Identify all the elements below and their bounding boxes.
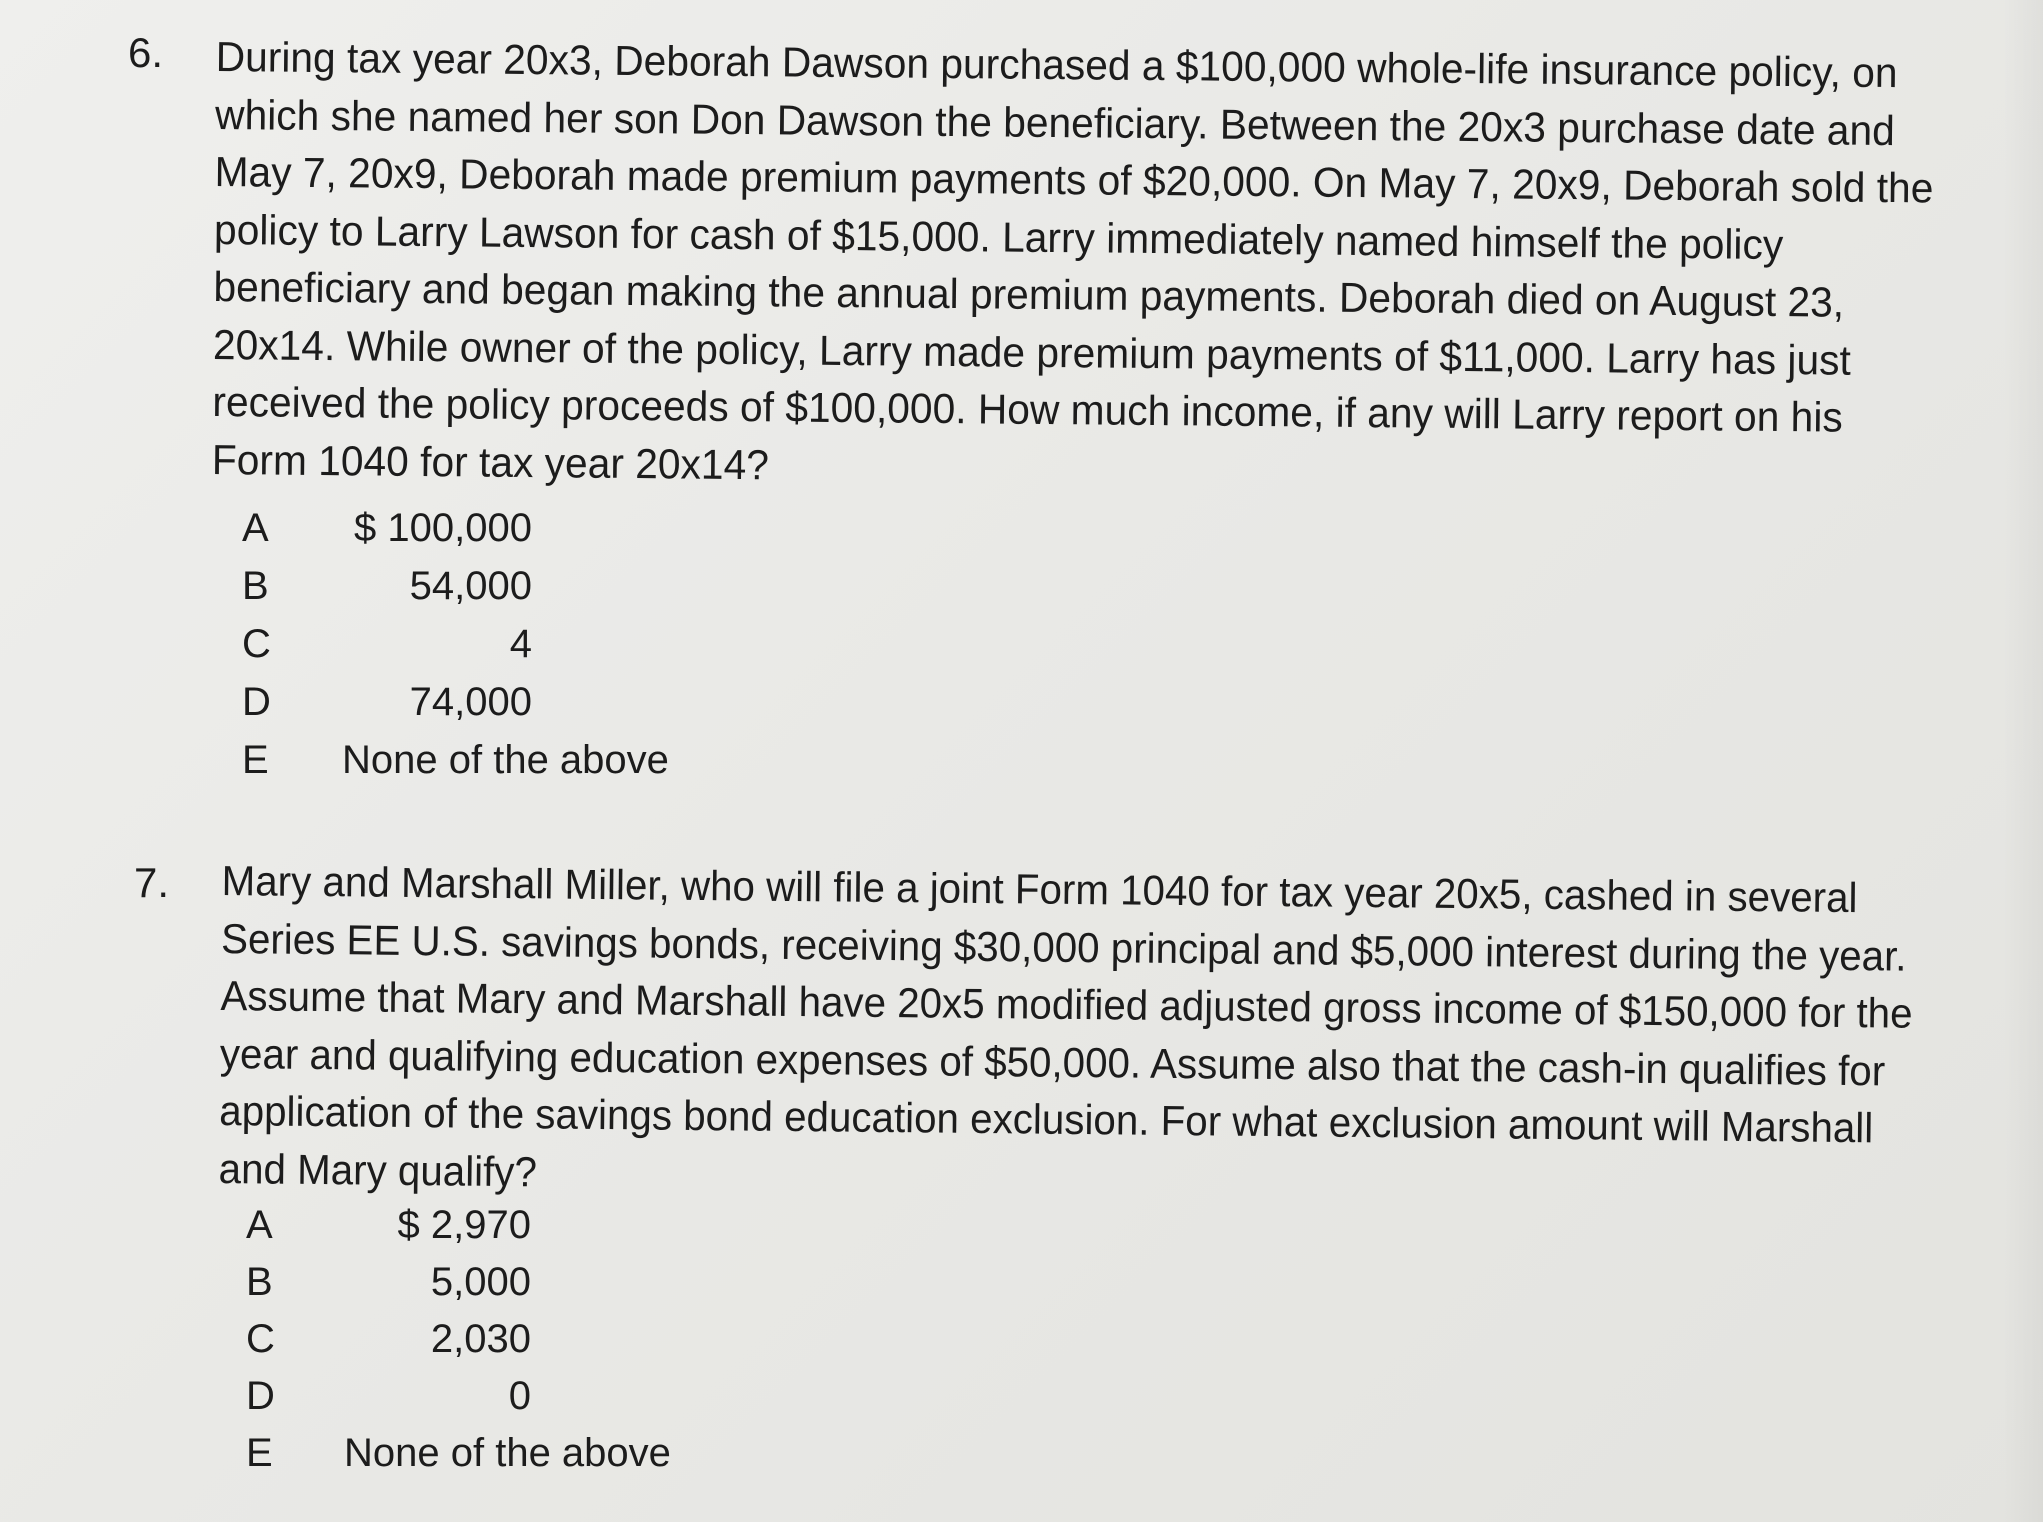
- question-line: policy to Larry Lawson for cash of $15,000. Larry immediately named himself the policy: [213, 205, 1784, 268]
- choice-value: 2,030: [430, 1317, 531, 1361]
- question-text: [218, 852, 1914, 1215]
- question-number: 7.: [134, 859, 170, 906]
- choice-letter: E: [246, 1431, 273, 1475]
- choice-letter: B: [242, 564, 269, 608]
- choice-letter: C: [246, 1317, 275, 1361]
- question-line: May 7, 20x9, Deborah made premium payments of $20,000. On May 7, 20x9, Deborah sold the: [214, 147, 1934, 212]
- choice-letter: B: [246, 1260, 273, 1304]
- choice-letter: D: [246, 1374, 275, 1418]
- choice-value: 0: [508, 1374, 531, 1418]
- question-line: and Mary qualify?: [218, 1144, 538, 1195]
- question-text: [212, 28, 1935, 504]
- choice-value: $ 2,970: [397, 1203, 531, 1247]
- choice-letter: E: [242, 738, 269, 782]
- page-edge-shadow: [2003, 0, 2043, 1522]
- choice-value: None of the above: [344, 1431, 671, 1475]
- choice-value: None of the above: [342, 738, 669, 782]
- choice-value: 4: [509, 622, 532, 666]
- choice-letter: A: [242, 506, 269, 550]
- choice-letter: A: [246, 1203, 273, 1247]
- choice-letter: C: [242, 622, 271, 666]
- question-line: beneficiary and began making the annual premium payments. Deborah died on August 23,: [213, 262, 1845, 326]
- question-line: Assume that Mary and Marshall have 20x5 modified adjusted gross income of $150,000 for the: [220, 971, 1913, 1037]
- choice-letter: D: [242, 680, 271, 724]
- question-line: During tax year 20x3, Deborah Dawson purchased a $100,000 whole-life insurance policy, on: [215, 32, 1898, 97]
- question-line: application of the savings bond education exclusion. For what exclusion amount will Marshall: [219, 1086, 1874, 1152]
- choice-value: $ 100,000: [354, 506, 532, 550]
- question-line: Series EE U.S. savings bonds, receiving $30,000 principal and $5,000 interest during the year.: [220, 914, 1907, 980]
- question-number: 6.: [128, 29, 164, 76]
- question-line: 20x14. While owner of the policy, Larry made premium payments of $11,000. Larry has just: [212, 320, 1852, 384]
- question-line: Form 1040 for tax year 20x14?: [211, 435, 770, 488]
- choice-value: 74,000: [409, 680, 532, 724]
- question-line: which she named her son Don Dawson the beneficiary. Between the 20x3 purchase date and: [214, 90, 1896, 154]
- question-line: year and qualifying education expenses of $50,000. Assume also that the cash-in qualifies for: [219, 1029, 1886, 1094]
- choice-value: 54,000: [409, 564, 532, 608]
- choice-value: 5,000: [430, 1260, 531, 1304]
- question-line: Mary and Marshall Miller, who will file a joint Form 1040 for tax year 20x5, cashed in several: [221, 856, 1858, 922]
- question-line: received the policy proceeds of $100,000. How much income, if any will Larry report on his: [212, 377, 1843, 441]
